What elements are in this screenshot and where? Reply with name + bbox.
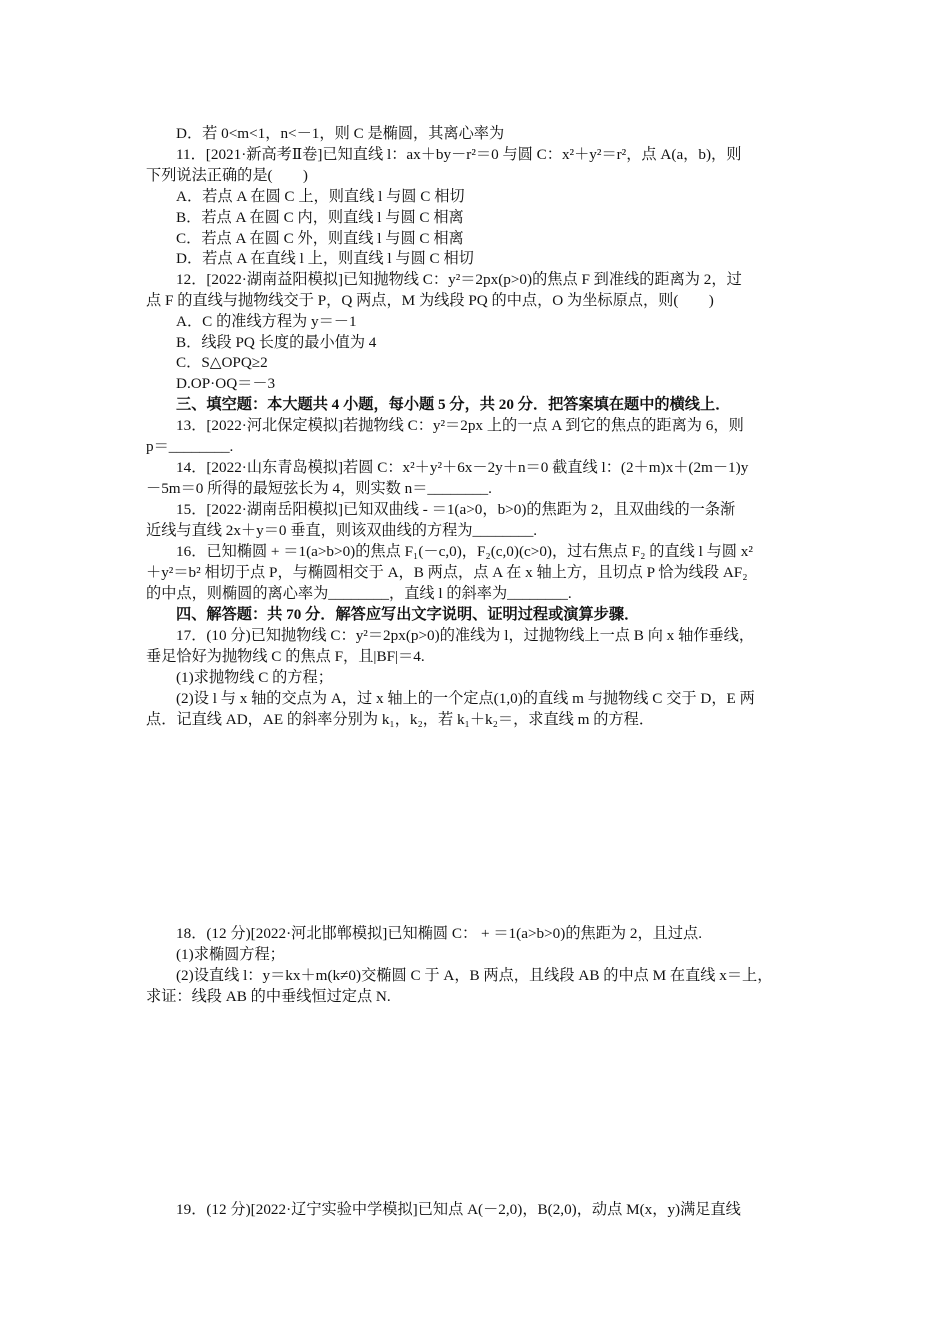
text-line: 点．记直线 AD，AE 的斜率分别为 k₁，k₂，若 k₁＋k₂＝，求直线 m 的方程． — [146, 711, 655, 728]
text-line: 13．[2022·河北保定模拟]若抛物线 C：y²＝2px 上的一点 A 到它的焦点的距离为 6，则 — [176, 417, 744, 434]
text-line: (1)求抛物线 C 的方程； — [176, 669, 333, 686]
text-line: (2)设直线 l：y＝kx＋m(k≠0)交椭圆 C 于 A，B 两点，且线段 AB 的中点 M 在直线 x＝上， — [176, 967, 773, 984]
text-line: D.OP·OQ＝－3 — [176, 375, 276, 392]
text-line: 11．[2021·新高考Ⅱ卷]已知直线 l：ax＋by－r²＝0 与圆 C：x²＋y²＝r²，点 A(a，b)，则 — [176, 146, 742, 163]
text-line: 14．[2022·山东青岛模拟]若圆 C：x²＋y²＋6x－2y＋n＝0 截直线 l：(2＋m)x＋(2m－1)y — [176, 459, 749, 476]
text-line: 四、解答题：共 70 分．解答应写出文字说明、证明过程或演算步骤． — [176, 606, 640, 623]
text-line: D．若点 A 在直线 l 上，则直线 l 与圆 C 相切 — [176, 250, 474, 267]
text-line: p＝________. — [146, 438, 234, 455]
text-line: 15．[2022·湖南岳阳模拟]已知双曲线 - ＝1(a>0，b>0)的焦距为 2，且双曲线的一条渐 — [176, 501, 736, 518]
text-line: 垂足恰好为抛物线 C 的焦点 F，且|BF|＝4. — [146, 648, 425, 665]
text-line: D．若 0<m<1，n<－1，则 C 是椭圆，其离心率为 — [176, 125, 505, 142]
text-line: 12．[2022·湖南益阳模拟]已知抛物线 C：y²＝2px(p>0)的焦点 F 到准线的距离为 2，过 — [176, 271, 742, 288]
text-line: (1)求椭圆方程； — [176, 946, 285, 963]
text-line: ＋y²＝b² 相切于点 P，与椭圆相交于 A，B 两点，点 A 在 x 轴上方，且切点 P 恰为线段 AF₂ — [146, 564, 748, 581]
text-line: 三、填空题：本大题共 4 小题，每小题 5 分，共 20 分．把答案填在题中的横线上． — [176, 396, 731, 413]
text-line: C．若点 A 在圆 C 外，则直线 l 与圆 C 相离 — [176, 230, 464, 247]
text-line: 17．(10 分)已知抛物线 C：y²＝2px(p>0)的准线为 l，过抛物线上一点 B 向 x 轴作垂线， — [176, 627, 755, 644]
text-line: 18．(12 分)[2022·河北邯郸模拟]已知椭圆 C： + ＝1(a>b>0)的焦距为 2，且过点. — [176, 925, 703, 942]
text-line: 16．已知椭圆 + ＝1(a>b>0)的焦点 F₁(－c,0)，F₂(c,0)(c>0)，过右焦点 F₂ 的直线 l 与圆 x² — [176, 543, 753, 560]
text-line: (2)设 l 与 x 轴的交点为 A，过 x 轴上的一个定点(1,0)的直线 m 与抛物线 C 交于 D，E 两 — [176, 690, 755, 707]
text-line: 近线与直线 2x＋y＝0 垂直，则该双曲线的方程为________. — [146, 522, 538, 539]
text-line: －5m＝0 所得的最短弦长为 4，则实数 n＝________. — [146, 480, 492, 497]
text-line: B．线段 PQ 长度的最小值为 4 — [176, 334, 377, 351]
text-line: B．若点 A 在圆 C 内，则直线 l 与圆 C 相离 — [176, 209, 464, 226]
text-line: A．C 的准线方程为 y＝－1 — [176, 313, 357, 330]
text-line: 19．(12 分)[2022·辽宁实验中学模拟]已知点 A(－2,0)，B(2,0)，动点 M(x，y)满足直线 — [176, 1201, 741, 1218]
text-line: A．若点 A 在圆 C 上，则直线 l 与圆 C 相切 — [176, 188, 465, 205]
text-line: 求证：线段 AB 的中垂线恒过定点 N. — [146, 988, 391, 1005]
text-line: 的中点，则椭圆的离心率为________，直线 l 的斜率为________. — [146, 585, 572, 602]
text-line: 点 F 的直线与抛物线交于 P，Q 两点，M 为线段 PQ 的中点，O 为坐标原点，则( ) — [146, 292, 714, 309]
text-line: 下列说法正确的是( ) — [146, 167, 308, 184]
text-line: C．S△OPQ≥2 — [176, 354, 268, 371]
